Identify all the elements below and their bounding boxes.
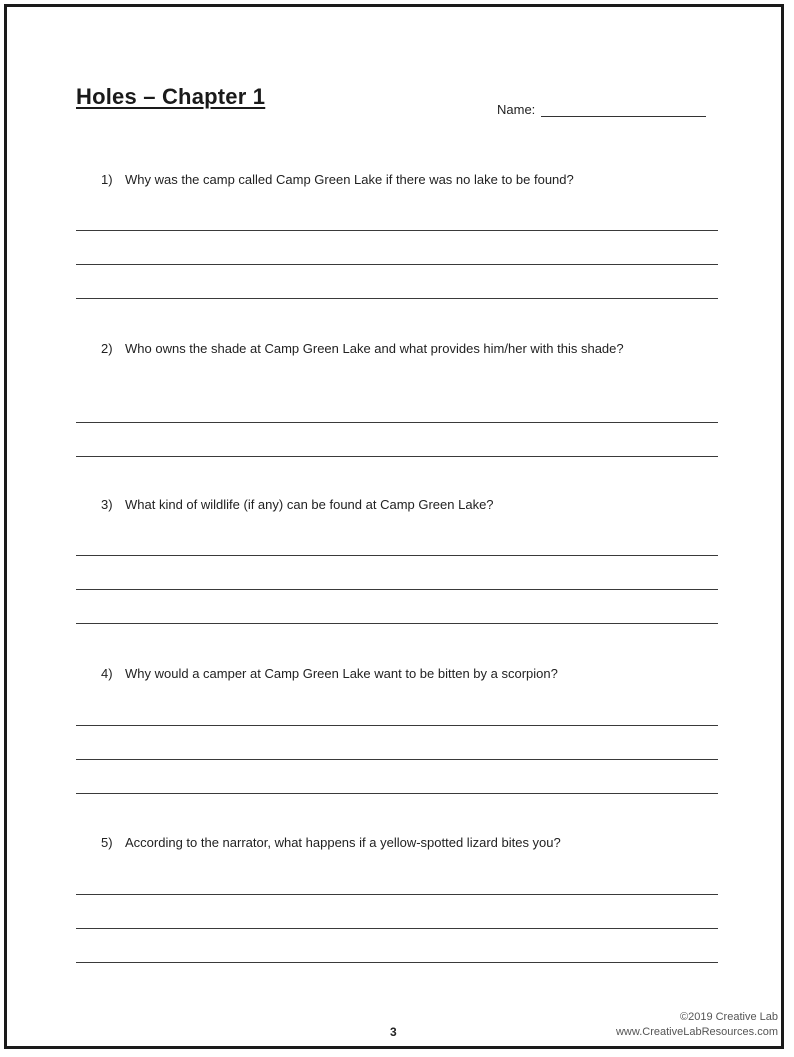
answer-line <box>76 264 718 265</box>
question-text: Who owns the shade at Camp Green Lake and what provides him/her with this shade? <box>125 341 624 356</box>
name-label: Name: <box>497 102 536 117</box>
question-3 <box>101 493 721 516</box>
answer-line <box>76 589 718 590</box>
answer-line <box>76 298 718 299</box>
question-number: 2) <box>101 341 113 356</box>
answer-line <box>76 230 718 231</box>
answer-line <box>76 422 718 423</box>
answer-line <box>76 793 718 794</box>
copyright-text: ©2019 Creative Lab <box>679 1011 778 1023</box>
copyright-notice <box>616 1010 778 1040</box>
answer-line <box>76 759 718 760</box>
question-4 <box>101 662 721 685</box>
answer-line <box>76 962 718 963</box>
answer-line <box>76 928 718 929</box>
answer-line <box>76 555 718 556</box>
answer-line <box>76 623 718 624</box>
page-number: 3 <box>390 1025 397 1039</box>
question-2 <box>101 337 721 360</box>
answer-line <box>76 725 718 726</box>
name-answer-line <box>541 102 706 117</box>
question-text: What kind of wildlife (if any) can be found at Camp Green Lake? <box>125 497 494 512</box>
answer-line <box>76 456 718 457</box>
question-text: According to the narrator, what happens if a yellow-spotted lizard bites you? <box>125 835 561 850</box>
worksheet-title: Holes – Chapter 1 <box>76 84 266 109</box>
answer-line <box>76 894 718 895</box>
name-field <box>497 102 706 117</box>
website-text: www.CreativeLabResources.com <box>615 1026 778 1038</box>
question-1 <box>101 168 721 191</box>
question-number: 4) <box>101 666 113 681</box>
question-number: 5) <box>101 835 113 850</box>
worksheet-page <box>4 4 784 1049</box>
question-number: 3) <box>101 497 113 512</box>
question-text: Why was the camp called Camp Green Lake if there was no lake to be found? <box>125 172 574 187</box>
question-text: Why would a camper at Camp Green Lake want to be bitten by a scorpion? <box>125 666 558 681</box>
question-number: 1) <box>101 172 113 187</box>
question-5 <box>101 831 721 854</box>
